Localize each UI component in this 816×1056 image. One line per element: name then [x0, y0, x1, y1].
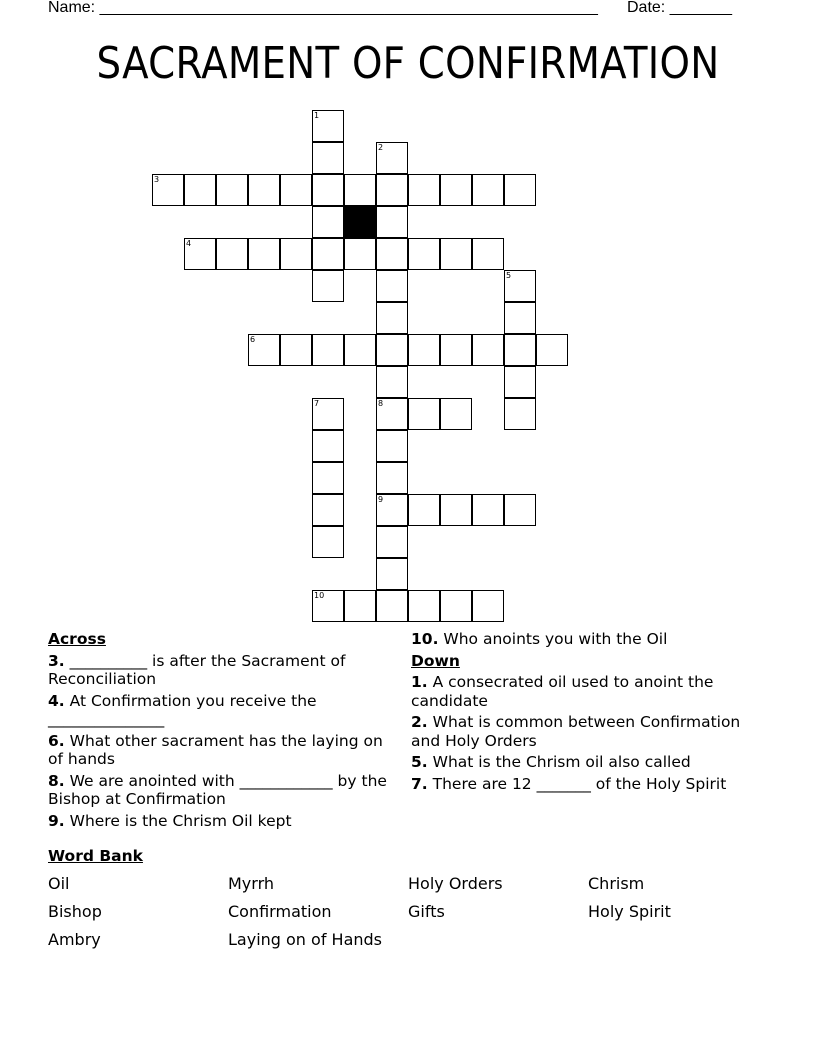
page-title: SACRAMENT OF CONFIRMATION [96, 38, 720, 89]
clue-text: What is common between Confirmation and Holy Orders [411, 713, 741, 750]
clue-number: 9. [48, 811, 65, 830]
crossword-cell[interactable] [440, 238, 472, 270]
crossword-cell[interactable] [280, 174, 312, 206]
clue-text: Where is the Chrism Oil kept [69, 811, 292, 830]
clue-across-3 [48, 652, 388, 689]
crossword-cell[interactable] [440, 590, 472, 622]
down-heading: Down [411, 651, 460, 670]
crossword-cell[interactable] [504, 494, 536, 526]
crossword-cell[interactable] [376, 334, 408, 366]
crossword-cell[interactable] [504, 270, 536, 302]
crossword-cell[interactable] [504, 302, 536, 334]
clue-number-label: 9 [378, 495, 384, 504]
crossword-cell[interactable] [408, 590, 440, 622]
crossword-cell[interactable] [376, 142, 408, 174]
crossword-cell[interactable] [472, 334, 504, 366]
crossword-cell[interactable] [216, 238, 248, 270]
crossword-cell[interactable] [312, 238, 344, 270]
crossword-cell[interactable] [152, 174, 184, 206]
word-bank-item: Myrrh [228, 874, 275, 893]
crossword-cell[interactable] [376, 558, 408, 590]
crossword-cell[interactable] [376, 590, 408, 622]
crossword-cell[interactable] [216, 174, 248, 206]
clue-number-label: 1 [314, 111, 320, 120]
clue-number: 8. [48, 771, 65, 790]
crossword-cell[interactable] [376, 398, 408, 430]
clue-across-10 [411, 630, 756, 649]
clue-number: 7. [411, 774, 428, 793]
crossword-cell[interactable] [184, 238, 216, 270]
crossword-cell[interactable] [408, 238, 440, 270]
crossword-cell[interactable] [472, 494, 504, 526]
clues-left-column [48, 630, 388, 833]
crossword-cell[interactable] [312, 110, 344, 142]
clue-number: 4. [48, 691, 65, 710]
clue-across-9 [48, 812, 388, 831]
clue-number-label: 2 [378, 143, 384, 152]
crossword-cell[interactable] [248, 174, 280, 206]
crossword-cell[interactable] [248, 334, 280, 366]
crossword-cell[interactable] [376, 302, 408, 334]
clue-text: What is the Chrism oil also called [432, 753, 691, 771]
clue-number-label: 7 [314, 399, 320, 408]
clue-number-label: 5 [506, 271, 512, 280]
clue-down-2 [411, 713, 756, 750]
crossword-cell[interactable] [312, 270, 344, 302]
crossword-cell[interactable] [344, 174, 376, 206]
clue-text: There are 12 _______ of the Holy Spirit [432, 774, 727, 793]
clue-text: At Confirmation you receive the _______________ [48, 691, 317, 728]
clue-number-label: 8 [378, 399, 384, 408]
crossword-cell[interactable] [440, 334, 472, 366]
clue-text: __________ is after the Sacrament of Reconciliation [48, 651, 346, 688]
clue-number: 10. [411, 630, 439, 648]
crossword-cell[interactable] [312, 174, 344, 206]
clue-down-5 [411, 753, 756, 772]
crossword-cell[interactable] [376, 174, 408, 206]
clue-number-label: 3 [154, 175, 160, 184]
word-bank-item: Ambry [48, 930, 101, 949]
crossword-cell[interactable] [408, 398, 440, 430]
word-bank-item: Laying on of Hands [228, 930, 383, 949]
crossword-cell[interactable] [312, 142, 344, 174]
name-line: Name: ________________________________________________________ [48, 0, 598, 16]
clue-number: 2. [411, 713, 428, 731]
clue-text: We are anointed with ____________ by the Bishop at Confirmation [48, 771, 387, 808]
clue-across-8 [48, 772, 388, 809]
clue-down-7 [411, 775, 756, 794]
word-bank-item: Bishop [48, 902, 102, 921]
word-bank-item: Chrism [588, 874, 645, 893]
clue-text: Who anoints you with the Oil [443, 630, 668, 648]
word-bank-item: Holy Orders [408, 874, 503, 893]
crossword-cell[interactable] [408, 334, 440, 366]
crossword-cell[interactable] [312, 494, 344, 526]
crossword-cell[interactable] [376, 238, 408, 270]
black-square [344, 206, 376, 238]
crossword-cell[interactable] [376, 366, 408, 398]
crossword-cell[interactable] [376, 526, 408, 558]
crossword-cell[interactable] [312, 334, 344, 366]
crossword-cell[interactable] [504, 398, 536, 430]
clue-number: 1. [411, 673, 428, 691]
crossword-cell[interactable] [536, 334, 568, 366]
date-line: Date: _______ [627, 0, 732, 16]
crossword-cell[interactable] [440, 398, 472, 430]
crossword-cell[interactable] [376, 462, 408, 494]
crossword-cell[interactable] [344, 590, 376, 622]
crossword-cell[interactable] [440, 494, 472, 526]
crossword-cell[interactable] [472, 590, 504, 622]
crossword-cell[interactable] [248, 238, 280, 270]
clue-number: 5. [411, 753, 428, 771]
word-bank-item: Holy Spirit [588, 902, 671, 921]
clue-number-label: 10 [314, 591, 325, 600]
crossword-cell[interactable] [312, 462, 344, 494]
crossword-cell[interactable] [312, 526, 344, 558]
crossword-cell[interactable] [376, 494, 408, 526]
clue-text: What other sacrament has the laying on of hands [48, 731, 383, 768]
crossword-cell[interactable] [504, 334, 536, 366]
crossword-cell[interactable] [408, 494, 440, 526]
word-bank-heading: Word Bank [48, 847, 143, 865]
clue-number-label: 4 [186, 239, 192, 248]
word-bank-item: Oil [48, 874, 70, 893]
crossword-cell[interactable] [312, 430, 344, 462]
across-heading: Across [48, 630, 106, 648]
clue-down-1 [411, 673, 756, 710]
clue-across-4 [48, 692, 388, 729]
crossword-cell[interactable] [312, 206, 344, 238]
crossword-cell[interactable] [440, 174, 472, 206]
crossword-cell[interactable] [344, 238, 376, 270]
crossword-cell[interactable] [504, 174, 536, 206]
crossword-cell[interactable] [280, 238, 312, 270]
clue-number-label: 6 [250, 335, 256, 344]
crossword-cell[interactable] [376, 206, 408, 238]
crossword-cell[interactable] [472, 174, 504, 206]
crossword-cell[interactable] [472, 238, 504, 270]
crossword-cell[interactable] [504, 366, 536, 398]
crossword-cell[interactable] [376, 270, 408, 302]
clue-text: A consecrated oil used to anoint the candidate [411, 673, 714, 710]
crossword-cell[interactable] [408, 174, 440, 206]
crossword-cell[interactable] [344, 334, 376, 366]
clue-number: 6. [48, 731, 65, 750]
word-bank-item: Confirmation [228, 902, 332, 921]
word-bank-item: Gifts [408, 902, 445, 921]
clue-number: 3. [48, 651, 65, 670]
crossword-cell[interactable] [312, 398, 344, 430]
crossword-cell[interactable] [376, 430, 408, 462]
crossword-cell[interactable] [280, 334, 312, 366]
crossword-cell[interactable] [184, 174, 216, 206]
crossword-cell[interactable] [312, 590, 344, 622]
clue-across-6 [48, 732, 388, 769]
clues-right-column [411, 630, 756, 796]
